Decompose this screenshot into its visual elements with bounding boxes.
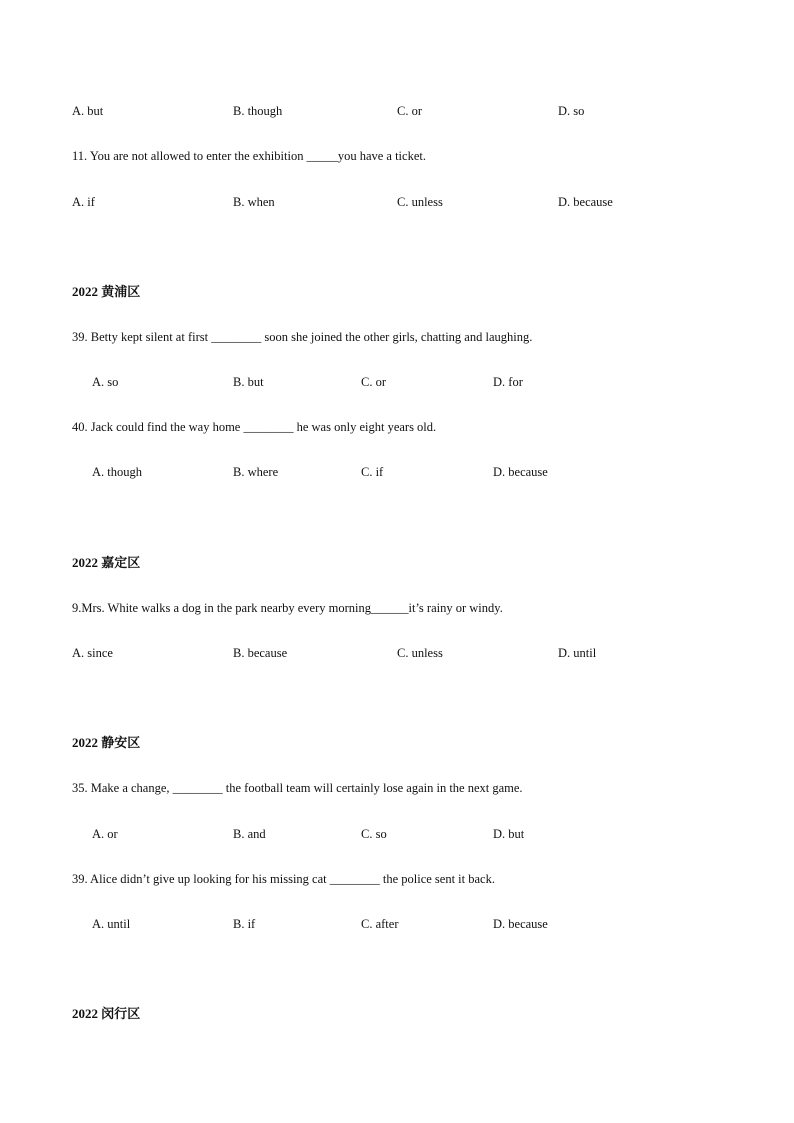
option-c: C. or	[397, 104, 422, 118]
question-text: 11. You are not allowed to enter the exhibition _____you have a ticket.	[72, 149, 426, 163]
question-text: 35. Make a change, ________ the football team will certainly lose again in the next game.	[72, 781, 523, 795]
option-c: C. after	[361, 917, 399, 931]
question-text: 39. Betty kept silent at first ________ soon she joined the other girls, chatting and laughing.	[72, 330, 533, 344]
option-d: D. because	[493, 917, 548, 931]
option-a: A. though	[92, 465, 142, 479]
option-d: D. for	[493, 375, 523, 389]
option-a: A. or	[92, 827, 118, 841]
option-a: A. so	[92, 375, 119, 389]
option-a: A. since	[72, 646, 113, 660]
option-a: A. but	[72, 104, 104, 118]
question-text: 39. Alice didn’t give up looking for his missing cat ________ the police sent it back.	[72, 872, 495, 886]
section-heading: 2022 嘉定区	[72, 555, 141, 570]
option-d: D. but	[493, 827, 525, 841]
option-d: D. so	[558, 104, 585, 118]
option-c: C. or	[361, 375, 386, 389]
question-text: 40. Jack could find the way home ________ he was only eight years old.	[72, 420, 437, 434]
option-d: D. because	[558, 195, 613, 209]
option-a: A. if	[72, 195, 95, 209]
option-b: B. when	[233, 195, 275, 209]
option-b: B. because	[233, 646, 288, 660]
section-heading: 2022 静安区	[72, 735, 141, 750]
option-b: B. and	[233, 827, 266, 841]
option-c: C. unless	[397, 646, 443, 660]
option-a: A. until	[92, 917, 131, 931]
option-d: D. until	[558, 646, 597, 660]
option-c: C. unless	[397, 195, 443, 209]
option-c: C. so	[361, 827, 387, 841]
section-heading: 2022 黄浦区	[72, 284, 141, 299]
option-c: C. if	[361, 465, 384, 479]
option-d: D. because	[493, 465, 548, 479]
section-heading: 2022 闵行区	[72, 1006, 141, 1021]
option-b: B. where	[233, 465, 279, 479]
option-b: B. if	[233, 917, 256, 931]
option-b: B. but	[233, 375, 264, 389]
question-text: 9.Mrs. White walks a dog in the park nearby every morning______it’s rainy or windy.	[72, 601, 503, 615]
option-b: B. though	[233, 104, 283, 118]
